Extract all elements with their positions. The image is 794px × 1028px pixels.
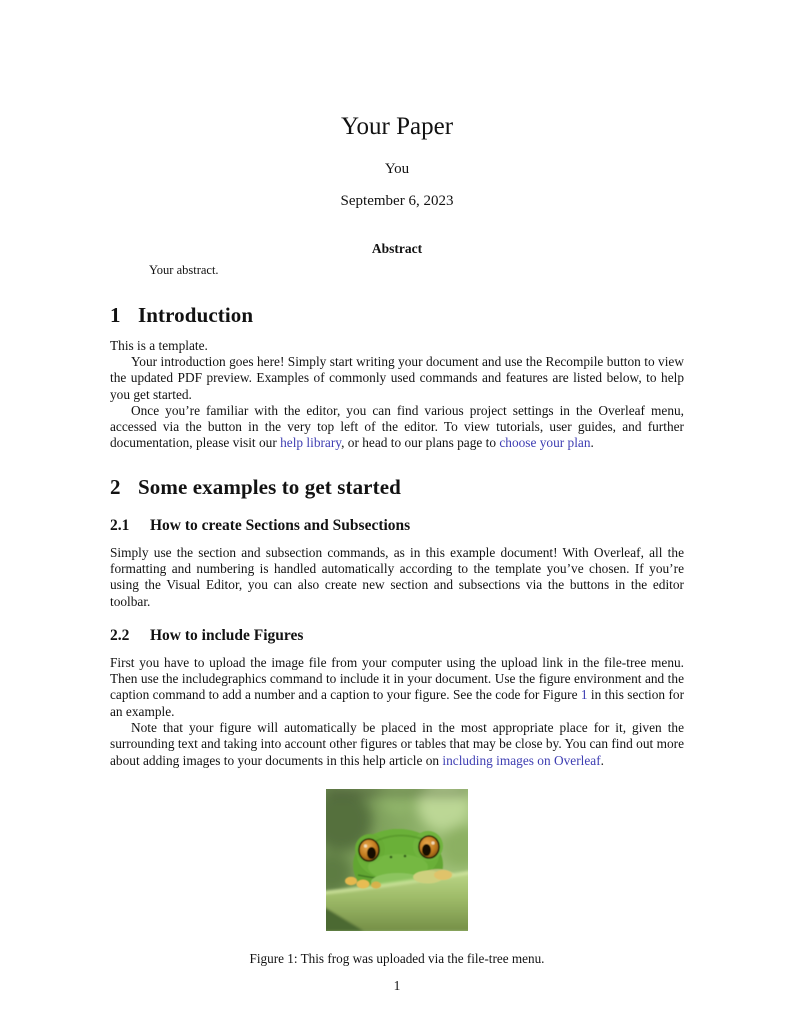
including-images-link[interactable]: including images on Overleaf bbox=[442, 752, 601, 768]
paper-author: You bbox=[384, 161, 410, 177]
section-2-2-number: 2.2 bbox=[110, 626, 130, 644]
intro-paragraph-1: This is a template. bbox=[110, 337, 208, 353]
page-number: 1 bbox=[393, 978, 401, 993]
abstract-text: Your abstract. bbox=[149, 263, 219, 277]
text-run: . bbox=[600, 752, 604, 768]
section-1-number: 1 bbox=[110, 302, 121, 327]
figure-caption: Figure 1: This frog was uploaded via the file-tree menu. bbox=[249, 950, 545, 966]
text-run: First you have to upload the image file from your computer using the upload link in the file-tree menu. Then use the includegraphics command to include it in your document. Use the figure environment and the caption command to add a number and a caption to your figure. See the code for Figure bbox=[110, 654, 684, 703]
figures-paragraph-2 bbox=[110, 720, 684, 769]
text-run: . bbox=[590, 435, 594, 451]
section-2-2-heading bbox=[110, 627, 684, 645]
section-2-1-title: How to create Sections and Subsections bbox=[150, 516, 411, 534]
abstract-heading: Abstract bbox=[371, 241, 423, 256]
section-1-title: Introduction bbox=[138, 302, 254, 327]
paper-date: September 6, 2023 bbox=[340, 193, 454, 209]
figure-1-ref-link[interactable]: 1 bbox=[580, 687, 588, 703]
intro-paragraph-2: Your introduction goes here! Simply start writing your document and use the Recompile button to view the updated PDF preview. Examples of commonly used commands and features are listed below, to help you get started. bbox=[110, 353, 684, 402]
intro-paragraph-3 bbox=[110, 403, 684, 452]
section-2-2-title: How to include Figures bbox=[150, 626, 304, 644]
page-content bbox=[110, 0, 684, 967]
help-library-link[interactable]: help library bbox=[280, 435, 342, 451]
text-run: in this section for an example. bbox=[110, 687, 685, 719]
section-2-heading bbox=[110, 475, 684, 500]
frog-image bbox=[326, 789, 468, 931]
section-2-number: 2 bbox=[110, 474, 121, 499]
choose-your-plan-link[interactable]: choose your plan bbox=[499, 435, 591, 451]
section-1-heading bbox=[110, 303, 684, 328]
text-run: Once you’re familiar with the editor, you can find various project settings in the Overleaf menu, accessed via the button in the very top left of the editor. To view tutorials, user guides, and further documentation, please visit our bbox=[110, 402, 684, 451]
section-2-title: Some examples to get started bbox=[138, 474, 401, 499]
figures-paragraph-1 bbox=[110, 655, 684, 720]
section-2-1-heading bbox=[110, 517, 684, 535]
sections-paragraph: Simply use the section and subsection commands, as in this example document! With Overleaf, all the formatting and numbering is handled automatically according to the template you’ve chosen. If you’re using the Visual Editor, you can also create new section and subsections via the buttons in the editor toolbar. bbox=[110, 544, 684, 609]
text-run: , or head to our plans page to bbox=[341, 435, 500, 451]
paper-title: Your Paper bbox=[340, 113, 454, 140]
text-run: Note that your figure will automatically be placed in the most appropriate place for it, given the surrounding text and taking into account other figures or tables that may be close by. You can find out more about adding images to your documents in this help article on bbox=[110, 720, 684, 768]
section-2-1-number: 2.1 bbox=[110, 516, 130, 534]
figure-1 bbox=[110, 789, 684, 967]
